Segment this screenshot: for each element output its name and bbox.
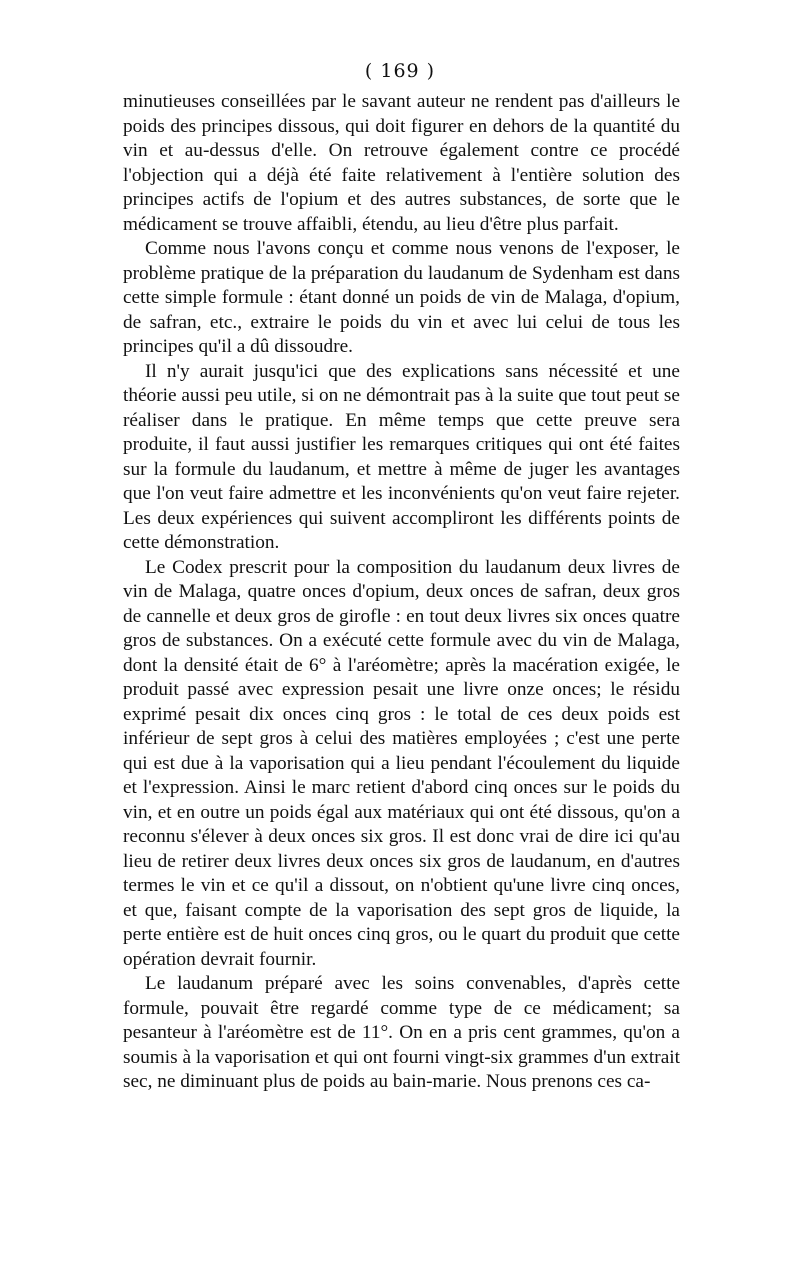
paragraph-2: Comme nous l'avons conçu et comme nous venons de l'exposer, le problème pratique de la préparation du laudanum de Sydenham est dans cette simple formule : étant donné un poids de vin de Malaga, d'opium, de safran, etc., extraire le poids du vin et avec lui celui de tous les principes qu'il a dû dissoudre. xyxy=(123,238,680,357)
page-number: ( 169 ) xyxy=(364,60,436,82)
body-text xyxy=(123,90,680,1095)
paragraph-4: Le Codex prescrit pour la composition du laudanum deux livres de vin de Malaga, quatre onces d'opium, deux onces de safran, deux gros de cannelle et deux gros de girofle : en tout deux livres six onces quatre gros de substances. On a exécuté cette formule avec du vin de Malaga, dont la densité était de 6° à l'aréomètre; après la macération exigée, le produit passé avec expression pesait une livre onze onces; le résidu exprimé pesait dix onces cinq gros : le total de ces deux poids est inférieur de sept gros à celui des matières employées ; c'est une perte qui est due à la vaporisation qui a lieu pendant l'écoulement du liquide et l'expression. Ainsi le marc retient d'abord cinq onces sur le poids du vin, et en outre un poids égal aux matériaux qui ont été dissous, qu'on a reconnu s'élever à deux onces six gros. Il est donc vrai de dire ici qu'au lieu de retirer deux livres deux onces six gros de laudanum, en d'autres termes le vin et ce qu'il a dissout, on n'obtient qu'une livre cinq onces, et que, faisant compte de la vaporisation des sept gros de liquide, la perte entière est de huit onces cinq gros, ou le quart du produit que cette opération devrait fournir. xyxy=(123,556,680,970)
paragraph-1: minutieuses conseillées par le savant auteur ne rendent pas d'ailleurs le poids des principes dissous, qui doit figurer en dehors de la quantité du vin et au-dessus d'elle. On retrouve également contre ce procédé l'objection qui a déjà été faite relativement à l'entière solution des principes actifs de l'opium et des autres substances, de sorte que le médicament se trouve affaibli, étendu, au lieu d'être plus parfait. xyxy=(123,91,680,235)
paragraph-5: Le laudanum préparé avec les soins convenables, d'après cette formule, pouvait être regardé comme type de ce médicament; sa pesanteur à l'aréomètre est de 11°. On en a pris cent grammes, qu'on a soumis à la vaporisation et qui ont fourni vingt-six grammes d'un extrait sec, ne diminuant plus de poids au bain-marie. Nous prenons ces ca- xyxy=(123,973,680,1092)
paragraph-3: Il n'y aurait jusqu'ici que des explications sans nécessité et une théorie aussi peu utile, si on ne démontrait pas à la suite que tout peut se réaliser dans le pratique. En même temps que cette preuve sera produite, il faut aussi justifier les remarques critiques qui ont été faites sur la formule du laudanum, et mettre à même de juger les avantages que l'on veut faire admettre et les inconvénients qu'on veut faire rejeter. Les deux expériences qui suivent accompliront les différents points de cette démonstration. xyxy=(123,360,680,553)
